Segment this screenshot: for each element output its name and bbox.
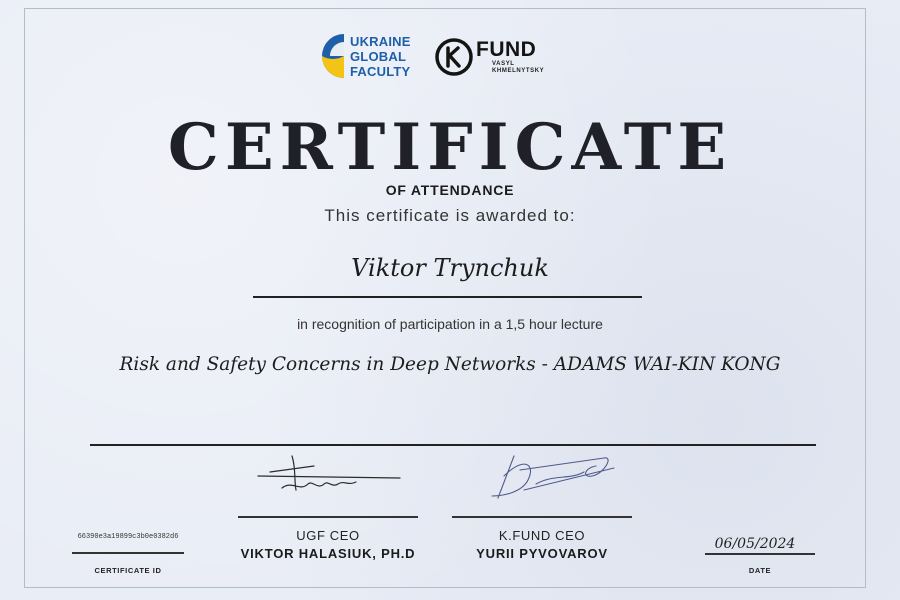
lecture-title: Risk and Safety Concerns in Deep Networks - ADAMS WAI-KIN KONG bbox=[119, 354, 781, 375]
kfund-logo-text bbox=[476, 39, 544, 75]
kfund-k-icon bbox=[433, 36, 475, 78]
ugf-line-2: GLOBAL bbox=[350, 48, 407, 64]
date-label: DATE bbox=[748, 566, 772, 575]
date-value: 06/05/2024 bbox=[714, 536, 796, 552]
kfund-logo bbox=[433, 36, 544, 78]
kfund-ceo-sign-line bbox=[452, 516, 632, 518]
ugf-ceo-sign-line bbox=[238, 516, 418, 518]
date-line bbox=[705, 553, 815, 555]
logos-row bbox=[0, 28, 900, 88]
certificate-border bbox=[24, 8, 866, 588]
certificate-id-line bbox=[72, 552, 184, 554]
ugf-emblem-icon bbox=[314, 30, 346, 82]
kfund-subtitle bbox=[492, 61, 544, 75]
awarded-text: This certificate is awarded to: bbox=[324, 206, 576, 225]
ugf-ceo-signature bbox=[252, 450, 402, 515]
kfund-ceo-role: K.FUND CEO bbox=[498, 528, 586, 543]
recipient-underline bbox=[253, 296, 642, 298]
signature-icon bbox=[252, 450, 402, 510]
certificate-id-value: 66390e3a19899c3b0e0382d6 bbox=[77, 533, 179, 541]
ugf-logo bbox=[314, 30, 411, 82]
certificate-title: CERTIFICATE bbox=[167, 110, 733, 185]
certificate-subtitle: OF ATTENDANCE bbox=[385, 182, 515, 198]
kfund-sub-2: KHMELNYTSKY bbox=[492, 68, 545, 74]
recipient-name: Viktor Trynchuk bbox=[351, 254, 549, 282]
ugf-line-3: FACULTY bbox=[350, 63, 411, 79]
kfund-sub-1: VASYL bbox=[492, 61, 515, 67]
ugf-logo-text bbox=[350, 34, 411, 79]
section-divider bbox=[90, 444, 816, 446]
kfund-ceo-name: YURII PYVOVAROV bbox=[476, 546, 608, 561]
ugf-ceo-role: UGF CEO bbox=[296, 528, 360, 543]
recognition-text: in recognition of participation in a 1,5 hour lecture bbox=[297, 316, 603, 332]
ugf-line-1: UKRAINE bbox=[350, 33, 411, 49]
signature-icon bbox=[484, 450, 634, 510]
certificate-id-label: CERTIFICATE ID bbox=[94, 566, 162, 575]
ugf-ceo-name: VIKTOR HALASIUK, PH.D bbox=[240, 546, 416, 561]
kfund-name: FUND bbox=[476, 38, 537, 61]
kfund-ceo-signature bbox=[484, 450, 634, 515]
